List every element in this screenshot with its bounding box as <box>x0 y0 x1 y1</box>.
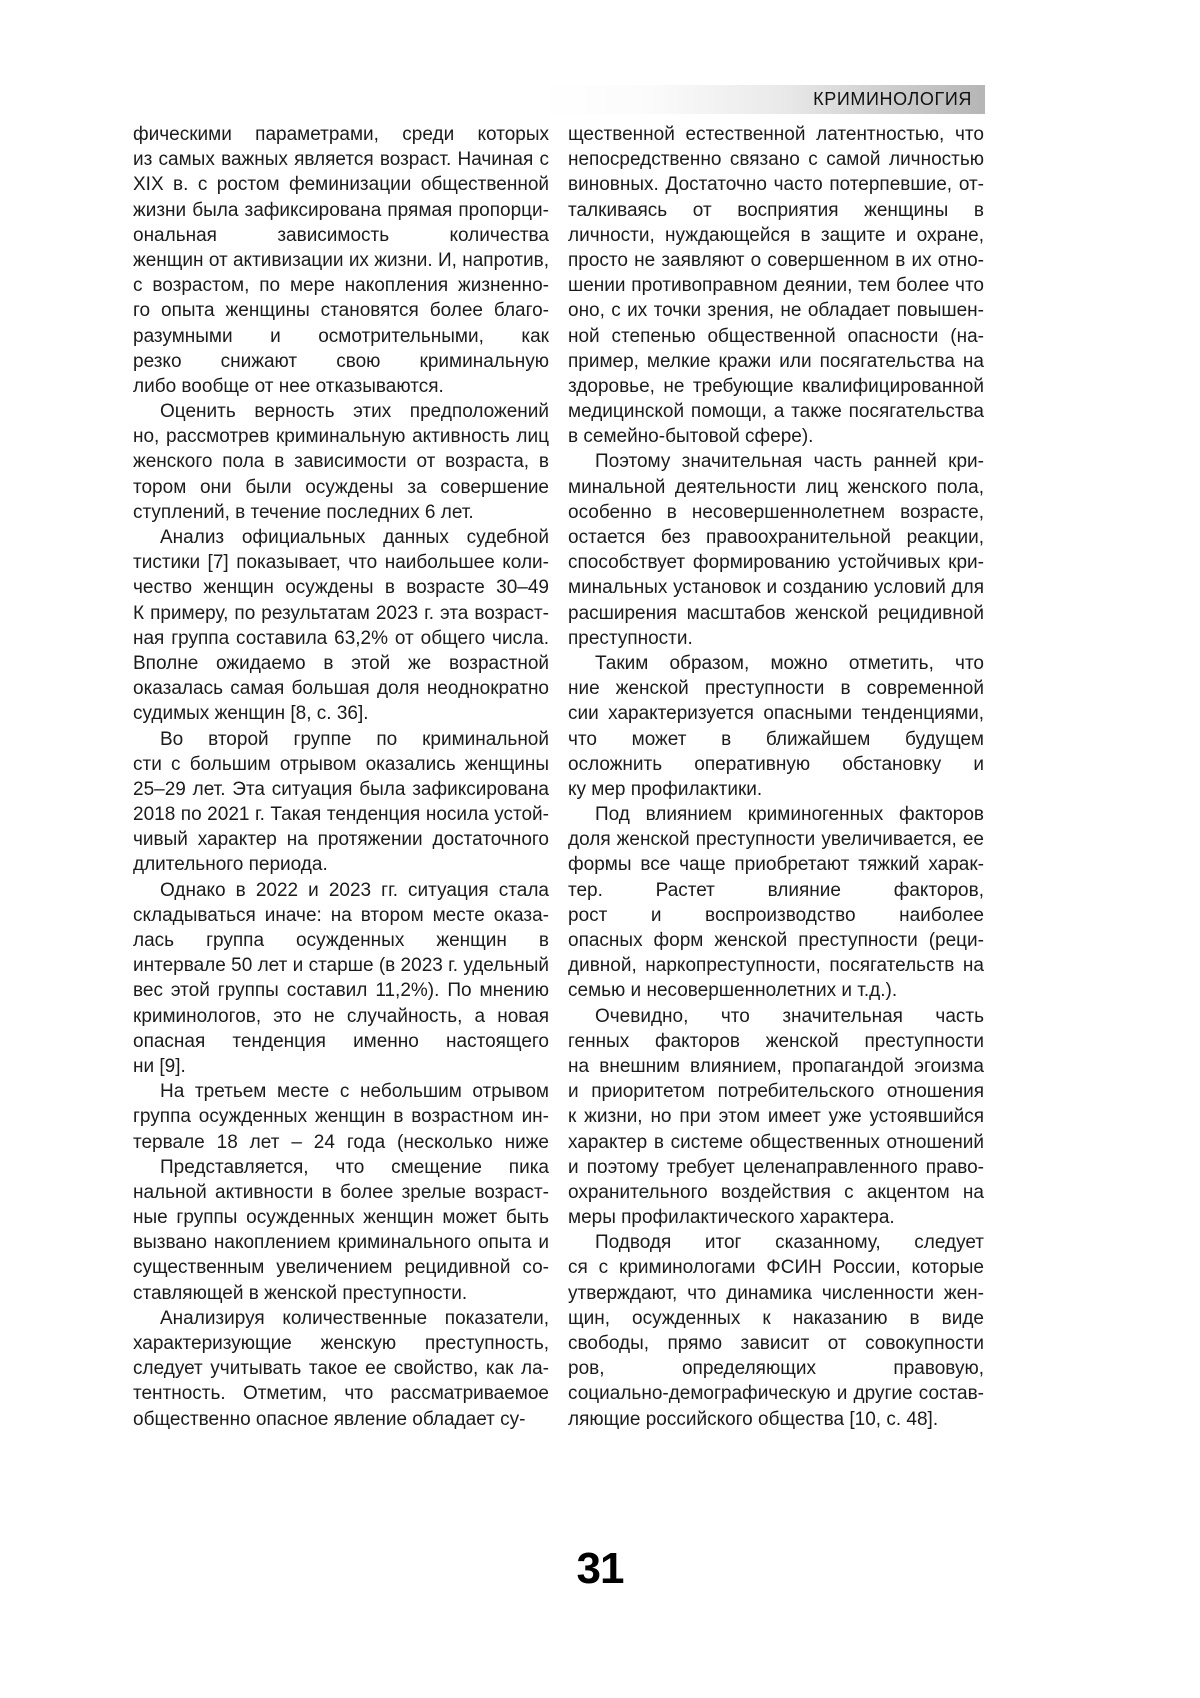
paragraph <box>568 122 984 449</box>
text-line: женского пола в зависимости от возраста, в <box>133 451 549 473</box>
section-header-bar <box>540 85 985 114</box>
text-line: вес этой группы составил 11,2%). По мнению <box>133 980 549 1002</box>
text-line: непосредственно связано с самой личностью <box>568 149 984 171</box>
text-line: с возрастом, по мере накопления жизненно- <box>133 275 549 297</box>
paragraph <box>133 1155 549 1306</box>
text-line: просто не заявляют о совершенном в их отно- <box>568 249 984 271</box>
text-line: Представляется, что смещение пика <box>160 1156 549 1178</box>
text-column-left <box>133 122 549 1432</box>
text-line: женщин от активизации их жизни. И, напротив, <box>133 249 549 271</box>
text-line: ная группа составила 63,2% от общего числа. <box>133 627 549 649</box>
text-line: судимых женщин [8, с. 36]. <box>133 703 369 725</box>
text-line: XIX в. с ростом феминизации общественной <box>133 174 549 196</box>
text-line: рост и воспроизводство наиболее <box>568 904 984 926</box>
text-line: формы все чаще приобретают тяжкий харак- <box>568 854 984 876</box>
text-line: тер. Растет влияние факторов, <box>568 879 984 901</box>
paragraph <box>133 399 549 525</box>
text-line: 2018 по 2021 г. Такая тенденция носила устой- <box>133 804 549 826</box>
text-line: На третьем месте с небольшим отрывом <box>160 1081 549 1103</box>
text-line: следует учитывать такое ее свойство, как ла- <box>133 1358 549 1380</box>
text-line: либо вообще от нее отказываются. <box>133 375 444 397</box>
text-line: способствует формированию устойчивых кри- <box>568 552 984 574</box>
paragraph <box>133 878 549 1080</box>
text-line: ные группы осужденных женщин может быть <box>133 1207 549 1229</box>
text-line: Поэтому значительная часть ранней кри- <box>595 451 984 473</box>
text-line: тервале 18 лет – 24 года (несколько ниже <box>133 1131 549 1153</box>
text-line: медицинской помощи, а также посягательства <box>568 401 984 423</box>
text-line: Вполне ожидаемо в этой же возрастной <box>133 652 549 674</box>
text-line: здоровье, не требующие квалифицированной <box>568 375 984 397</box>
text-line: меры профилактического характера. <box>568 1207 895 1229</box>
text-line: социально-демографическую и другие состав- <box>568 1383 984 1405</box>
text-line: ров, определяющих правовую, <box>568 1358 984 1380</box>
text-line: ние женской преступности в современной <box>568 678 984 700</box>
text-line: и приоритетом потребительского отношения <box>568 1081 984 1103</box>
text-line: минальной деятельности лиц женского пола, <box>568 476 984 498</box>
text-line: ональная зависимость количества <box>133 224 549 246</box>
text-line: остается без правоохранительной реакции, <box>568 527 984 548</box>
text-line: Таким образом, можно отметить, что <box>595 652 984 674</box>
text-line: в семейно-бытовой сфере). <box>568 426 814 448</box>
text-line: складываться иначе: на втором месте оказа- <box>133 904 549 926</box>
paragraph <box>568 1004 984 1231</box>
paragraph <box>133 727 549 878</box>
text-line: Во второй группе по криминальной <box>160 728 549 750</box>
text-line: охранительного воздействия с акцентом на <box>568 1181 984 1203</box>
page-number: 31 <box>576 1544 624 1593</box>
text-line: из самых важных является возраст. Начиная с <box>133 149 549 171</box>
text-line: дивной, наркопреступности, посягательств на <box>568 955 984 977</box>
text-line: семью и несовершеннолетних и т.д.). <box>568 980 898 1002</box>
paragraph <box>133 1306 549 1432</box>
text-line: свободы, прямо зависит от совокупности <box>568 1333 984 1354</box>
text-line: сии характеризуется опасными тенденциями, <box>568 703 984 725</box>
text-line: резко снижают свою криминальную <box>133 350 549 372</box>
text-line: чество женщин осуждены в возрасте 30–49 <box>133 577 549 599</box>
text-line: фическими параметрами, среди которых <box>133 124 549 145</box>
text-line: щественной естественной латентностью, что <box>568 124 984 145</box>
paragraph <box>133 525 549 727</box>
text-line: расширения масштабов женской рецидивной <box>568 602 984 624</box>
text-line: разумными и осмотрительными, как <box>133 325 549 347</box>
text-line: нальной активности в более зрелые возраст- <box>133 1181 549 1203</box>
text-line: длительного периода. <box>133 854 328 876</box>
text-line: утверждают, что динамика численности жен- <box>568 1282 984 1304</box>
text-line: тистики [7] показывает, что наибольшее коли- <box>133 552 549 574</box>
text-line: ни [9]. <box>133 1055 186 1077</box>
text-line: личности, нуждающейся в защите и охране, <box>568 224 984 246</box>
text-line: существенным увеличением рецидивной со- <box>133 1257 549 1279</box>
text-line: талкиваясь от восприятия женщины в <box>568 199 984 221</box>
paragraph <box>568 802 984 1004</box>
text-line: К примеру, по результатам 2023 г. эта возраст- <box>133 602 549 624</box>
article-body <box>133 122 985 1432</box>
paragraph <box>133 1079 549 1155</box>
text-line: виновных. Достаточно часто потерпевшие, от- <box>568 174 984 196</box>
text-line: но, рассмотрев криминальную активность лиц <box>133 426 549 448</box>
text-line: чивый характер на протяжении достаточного <box>133 829 549 851</box>
text-line: генных факторов женской преступности <box>568 1030 984 1052</box>
text-line: оно, с их точки зрения, не обладает повышен- <box>568 300 984 322</box>
text-line: Анализ официальных данных судебной <box>160 527 549 548</box>
text-line: пример, мелкие кражи или посягательства на <box>568 350 984 372</box>
text-line: ступлений, в течение последних 6 лет. <box>133 501 474 523</box>
paragraph <box>568 1230 984 1432</box>
text-line: шении противоправном деянии, тем более что <box>568 275 984 297</box>
text-line: ся с криминологами ФСИН России, которые <box>568 1257 984 1279</box>
text-line: осложнить оперативную обстановку и <box>568 753 984 775</box>
paragraph <box>133 122 549 399</box>
text-line: ляющие российского общества [10, с. 48]. <box>568 1408 939 1430</box>
text-line: криминологов, это не случайность, а новая <box>133 1005 549 1027</box>
text-line: доля женской преступности увеличивается, ее <box>568 829 984 851</box>
text-line: жизни была зафиксирована прямая пропорци- <box>133 199 549 221</box>
text-line: тентность. Отметим, что рассматриваемое <box>133 1383 549 1405</box>
text-line: ку мер профилактики. <box>568 778 763 800</box>
text-line: Оценить верность этих предположений <box>160 401 549 423</box>
text-line: Однако в 2022 и 2023 гг. ситуация стала <box>160 879 549 901</box>
paragraph <box>568 449 984 651</box>
paragraph <box>568 651 984 802</box>
text-line: характер в системе общественных отношений <box>568 1131 984 1153</box>
text-line: Подводя итог сказанному, следует <box>595 1232 984 1254</box>
text-line: характеризующие женскую преступность, <box>133 1333 549 1354</box>
text-line: щин, осужденных к наказанию в виде <box>568 1307 984 1329</box>
text-line: Анализируя количественные показатели, <box>160 1307 549 1329</box>
text-line: 25–29 лет. Эта ситуация была зафиксирована <box>133 778 549 800</box>
text-line: минальных установок и созданию условий для <box>568 577 984 599</box>
text-line: опасных форм женской преступности (реци- <box>568 930 984 951</box>
text-line: лась группа осужденных женщин в <box>133 930 549 951</box>
text-line: интервале 50 лет и старше (в 2023 г. удельный <box>133 955 549 977</box>
text-line: вызвано накоплением криминального опыта и <box>133 1232 549 1254</box>
text-line: и поэтому требует целенаправленного право- <box>568 1156 984 1178</box>
text-line: сти с большим отрывом оказались женщины <box>133 753 549 775</box>
text-line: что может в ближайшем будущем <box>568 728 984 750</box>
text-line: ставляющей в женской преступности. <box>133 1282 468 1304</box>
text-line: Очевидно, что значительная часть <box>595 1005 984 1027</box>
text-line: Под влиянием криминогенных факторов <box>595 804 984 826</box>
text-column-right <box>568 122 984 1432</box>
text-line: ной степенью общественной опасности (на- <box>568 325 984 347</box>
text-line: оказалась самая большая доля неоднократно <box>133 678 549 700</box>
text-line: тором они были осуждены за совершение <box>133 476 549 498</box>
text-line: общественно опасное явление обладает су- <box>133 1408 526 1430</box>
text-line: группа осужденных женщин в возрастном ин- <box>133 1106 549 1128</box>
text-line: особенно в несовершеннолетнем возрасте, <box>568 501 984 523</box>
text-line: на внешним влиянием, пропагандой эгоизма <box>568 1055 984 1077</box>
text-line: к жизни, но при этом имеет уже устоявшийся <box>568 1106 984 1128</box>
text-line: опасная тенденция именно настоящего <box>133 1030 549 1052</box>
text-line: го опыта женщины становятся более благо- <box>133 300 549 322</box>
section-header-label: КРИМИНОЛОГИЯ <box>813 89 972 109</box>
text-line: преступности. <box>568 627 693 649</box>
